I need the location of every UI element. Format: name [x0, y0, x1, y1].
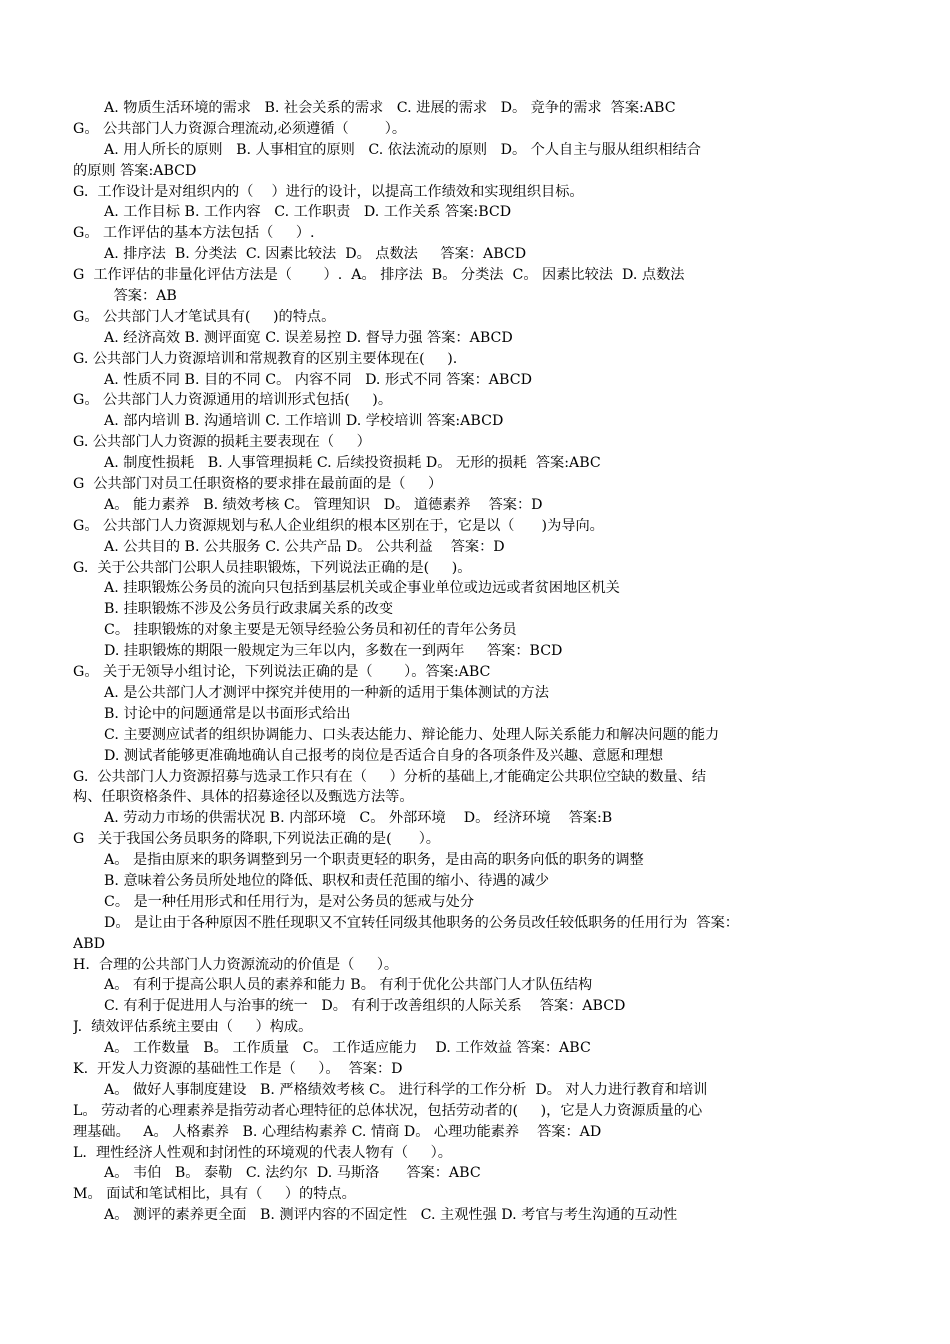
text-line: B. 讨论中的问题通常是以书面形式给出	[104, 705, 351, 722]
text-line: G 工作评估的非量化评估方法是（ ）. A。 排序法 B。 分类法 C。 因素比较法 D. 点数法	[73, 267, 685, 284]
text-line: A. 制度性损耗 B. 人事管理损耗 C. 后续投资损耗 D。 无形的损耗 答案:ABC	[104, 455, 601, 472]
text-line: M。 面试和笔试相比，具有（ ）的特点。	[73, 1186, 356, 1203]
text-line: A. 挂职锻炼公务员的流向只包括到基层机关或企事业单位或边远或者贫困地区机关	[104, 580, 620, 597]
text-line: ABD	[73, 935, 106, 952]
text-line: A. 工作目标 B. 工作内容 C. 工作职责 D. 工作关系 答案:BCD	[104, 204, 512, 221]
text-line: D. 挂职锻炼的期限一般规定为三年以内，多数在一到两年 答案：BCD	[104, 643, 563, 660]
text-line: G。 工作评估的基本方法包括（ ）.	[73, 225, 315, 242]
text-line: A。 测评的素养更全面 B. 测评内容的不固定性 C. 主观性强 D. 考官与考生沟通的互动性	[104, 1207, 678, 1224]
text-line: A. 劳动力市场的供需状况 B. 内部环境 C。 外部环境 D。 经济环境 答案:B	[104, 810, 613, 827]
text-line: G。 公共部门人才笔试具有( )的特点。	[73, 308, 336, 325]
text-line: A。 是指由原来的职务调整到另一个职责更轻的职务，是由高的职务向低的职务的调整	[104, 852, 644, 869]
text-line: B. 挂职锻炼不涉及公务员行政隶属关系的改变	[104, 601, 394, 618]
text-line: A. 排序法 B. 分类法 C. 因素比较法 D。 点数法 答案：ABCD	[104, 246, 527, 263]
text-line: G 关于我国公务员职务的降职,下列说法正确的是( ）。	[73, 831, 440, 848]
text-line: B. 意味着公务员所处地位的降低、职权和责任范围的缩小、待遇的减少	[104, 872, 550, 889]
text-line: A. 性质不同 B. 目的不同 C。 内容不同 D. 形式不同 答案：ABCD	[104, 371, 532, 388]
text-line: G. 公共部门人力资源的损耗主要表现在（ ）	[73, 434, 371, 451]
text-line: G. 工作设计是对组织内的（ ）进行的设计，以提高工作绩效和实现组织目标。	[73, 183, 584, 200]
text-line: G。 公共部门人力资源通用的培训形式包括( )。	[73, 392, 393, 409]
text-line: A. 经济高效 B. 测评面宽 C. 误差易控 D. 督导力强 答案：ABCD	[104, 329, 513, 346]
text-line: L。 劳动者的心理素养是指劳动者心理特征的总体状况，包括劳动者的( )，它是人力资源质量的心	[73, 1102, 703, 1119]
text-line: K. 开发人力资源的基础性工作是（ ）。 答案：D	[73, 1060, 403, 1077]
text-line: A. 部内培训 B. 沟通培训 C. 工作培训 D. 学校培训 答案:ABCD	[104, 413, 504, 430]
text-line: C。 是一种任用形式和任用行为，是对公务员的惩戒与处分	[104, 893, 475, 910]
text-line: A。 韦伯 B。 泰勒 C. 法约尔 D. 马斯洛 答案：ABC	[104, 1165, 481, 1182]
text-line: G. 关于公共部门公职人员挂职锻炼，下列说法正确的是( )。	[73, 559, 472, 576]
text-line: 答案：AB	[73, 288, 177, 305]
text-line: G。 关于无领导小组讨论，下列说法正确的是（ ）。答案:ABC	[73, 664, 491, 681]
text-line: A。 工作数量 B。 工作质量 C。 工作适应能力 D. 工作效益 答案：ABC	[104, 1040, 591, 1057]
text-line: A. 物质生活环境的需求 B. 社会关系的需求 C. 进展的需求 D。 竞争的需求 答案:ABC	[104, 100, 676, 116]
text-line: A. 是公共部门人才测评中探究并使用的一种新的适用于集体测试的方法	[104, 684, 549, 701]
text-line: A。 能力素养 B. 绩效考核 C。 管理知识 D。 道德素养 答案：D	[104, 496, 543, 513]
text-line: 理基础。 A。 人格素养 B. 心理结构素养 C. 情商 D。 心理功能素养 答案：AD	[73, 1123, 602, 1140]
text-line: L. 理性经济人性观和封闭性的环境观的代表人物有（ ）。	[73, 1144, 452, 1161]
text-line: A。 做好人事制度建设 B. 严格绩效考核 C。 进行科学的工作分析 D。 对人力进行教育和培训	[104, 1081, 708, 1098]
text-line: G. 公共部门人力资源招募与选录工作只有在（ ）分析的基础上,才能确定公共职位空缺的数量、结	[73, 768, 707, 785]
text-line: A。 有利于提高公职人员的素养和能力 B。 有利于优化公共部门人才队伍结构	[104, 977, 593, 994]
text-line: C。 挂职锻炼的对象主要是无领导经验公务员和初任的青年公务员	[104, 622, 517, 639]
text-line: G。 公共部门人力资源合理流动,必须遵循（ ）。	[73, 120, 407, 137]
text-line: G。 公共部门人力资源规划与私人企业组织的根本区别在于，它是以（ )为导向。	[73, 517, 604, 534]
text-line: C. 有利于促进用人与治事的统一 D。 有利于改善组织的人际关系 答案：ABCD	[104, 998, 626, 1015]
text-line: A. 公共目的 B. 公共服务 C. 公共产品 D。 公共利益 答案：D	[104, 538, 505, 555]
text-line: D。 是让由于各种原因不胜任现职又不宜转任同级其他职务的公务员改任较低职务的任用行为 答案：	[104, 914, 739, 931]
text-line: 的原则 答案:ABCD	[73, 162, 197, 179]
text-line: H. 合理的公共部门人力资源流动的价值是（ ）。	[73, 956, 399, 973]
text-line: G. 公共部门人力资源培训和常规教育的区别主要体现在( ).	[73, 350, 458, 367]
text-line: D. 测试者能够更准确地确认自己报考的岗位是否适合自身的各项条件及兴趣、意愿和理想	[104, 747, 664, 764]
text-line: A. 用人所长的原则 B. 人事相宜的原则 C. 依法流动的原则 D。 个人自主与服从组织相结合	[104, 141, 701, 158]
document-page	[73, 98, 851, 1226]
text-line: J. 绩效评估系统主要由（ ）构成。	[73, 1019, 313, 1036]
text-line: 构、任职资格条件、具体的招募途径以及甄选方法等。	[73, 789, 414, 806]
text-line: G 公共部门对员工任职资格的要求排在最前面的是（ ）	[73, 476, 443, 493]
text-line: C. 主要测应试者的组织协调能力、口头表达能力、辩论能力、处理人际关系能力和解决问题的能力	[104, 726, 720, 743]
